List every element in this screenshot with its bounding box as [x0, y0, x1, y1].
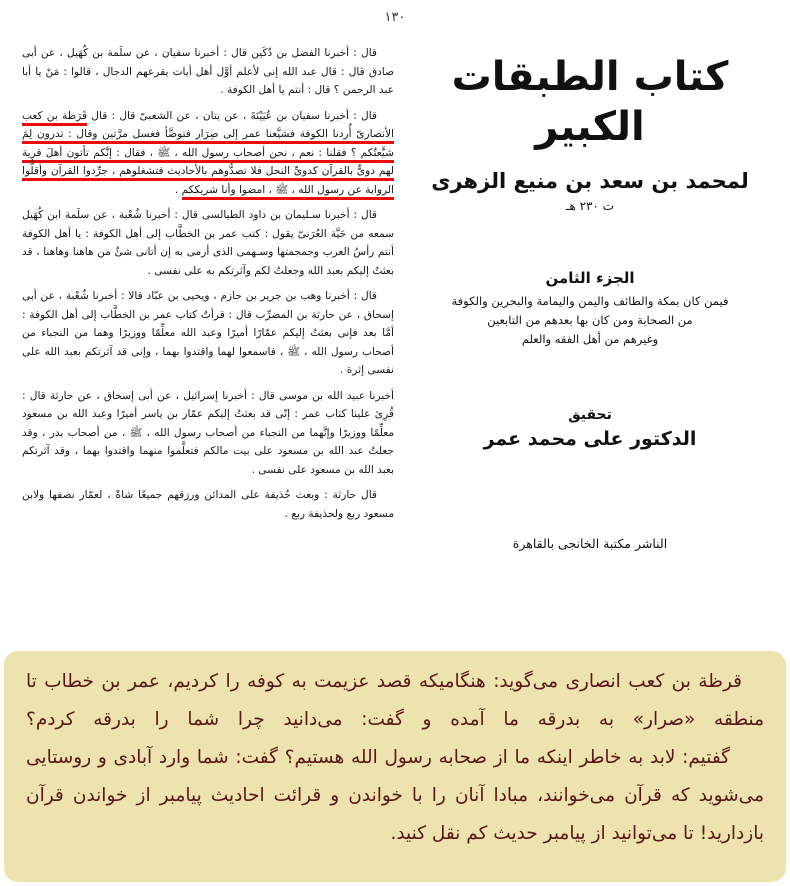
arabic-paragraph-text: قال : أخبرنا سـليمان بن داود الطيالسى قال : أخبرنا شُعْبة ، عن سلَمة ابن كُهَيل سمعه من حَيَّة العُرَنىّ يقول : كتب عمر بن الخطَّاب إلى أهل الكوفة : يا أهل الكوفة أنتم رأسُ العرب وجمجمتها وسـهمى الذى أرمى به إن أتانى شئٌ من هاهنا وهاهنا ، قد بعثتُ إليكم بعبد الله وجعلتُ لكم وآثرتكم به على نفسى . — [22, 209, 394, 277]
arabic-paragraph — [22, 486, 394, 523]
editor-name: الدكتور على محمد عمر — [483, 428, 697, 451]
persian-translation-callout — [4, 651, 786, 882]
arabic-paragraph-lead: قال : أخبرنا سفيان بن عُيَيْنَةَ ، عن يتان ، عن الشعبىّ قال : قال — [87, 109, 377, 122]
arabic-paragraph-text: قال حارثة : وبعث حُذيفة على المدائن ورزقهم جميعًا شاةً ، لعمّار نصفها ولابن مسعود ربع ولحذيفة ربع . — [22, 489, 394, 520]
folio-number: ١٣٠ — [384, 10, 406, 25]
arabic-paragraph-text: قال : أخبرنا الفضل بن دُكَين قال : أخبرنا سفيان ، عن سلَمة بن كُهَيل ، عن أبى صادق قال : قال عبد الله إنى لأعلم أوَّل أهل أيات يقرعهم الدجال ، قالوا : مَنْ يا أبا عبد الرحمن ؟ قال : أنتم يا أهل الكوفة . — [22, 47, 394, 96]
book-author: لمحمد بن سعد بن منيع الزهرى — [431, 169, 749, 193]
book-title-block — [400, 52, 780, 551]
arabic-paragraph-text: أخبرنا عبيد الله بن موسى قال : أخبرنا إسرائيل ، عن أبى إسحاق ، عن حارثة قال : قُرِئ علينا كتاب عمر : إنّى قد بعثتُ إليكم عمّار بن ياسر أميرًا وعبد الله بن مسعود معلِّمًا ووزيرًا وإنَّهما من النجباء من أصحاب رسول الله ، ﷺ ، من أصحاب بدر ، وقد جعلتُ عبد الله بن مسعود على بيت مالكم فتعلَّموا منهما واقتدوا بهما ، وقد آثرتكم بعبد الله بن مسعود على نفسى . — [22, 389, 394, 476]
arabic-text-column — [22, 44, 394, 530]
volume-label: الجزء الثامن — [545, 269, 635, 288]
publisher-line: الناشر مكتبة الخانجى بالقاهرة — [512, 536, 668, 552]
translation-paragraph: گفتيم: لابد به خاطر اينکه ما از صحابه رسول الله هستيم؟ گفت: شما وارد آبادى و روستايى مى‌شويد که قرآن مى‌خوانند، مبادا آنان را با خواندن و قرائت احاديث پيامبر از خواندن قرآن بازداريد! تا مى‌توانيد از پيامبر حديث کم نقل کنيد. — [26, 747, 764, 844]
arabic-paragraph — [22, 387, 394, 480]
volume-description-line: وغيرهم من أهل الفقه والعلم — [521, 332, 659, 347]
book-title: كتاب الطبقات الكبير — [451, 54, 729, 150]
volume-description-line: فيمن كان بمكة والطائف واليمن واليمامة والبحرين والكوفة — [451, 294, 729, 309]
red-underlined-passage: قَرَظة بن كعب الأنصارىّ أُردنا الكوفة فشيَّعنا عمر إلى صِرَار فتوضَّأ فغسل مرَّتين وقال : تدرون لِمَ شيَّعتُكم ؟ فقلنا : نعم ، نحن أصحاب رسول الله ، ﷺ ، فقال : إنَّكم تأتون أهلَ قرية لهم دوىٌّ بالقرآن كدوىِّ النحل فلا تصدُّوهم بالأحاديث فتشغلوهم ، جرِّدوا القرآن وأقلُّوا الرواية عن رسول الله ، ﷺ ، امضوا وأنا شريككم — [22, 110, 394, 200]
arabic-paragraph-tail: . — [174, 183, 182, 196]
arabic-paragraph-text: قال : أخبرنا وهب بن جرير بن حازم ، ويحيى بن عبّاد قالا : أخبرنا شُعْبة ، عن أبى إسحاق ، عن حارثة بن المضرِّب قال : قرأتُ كتاب عمر بن الخطَّاب إلى أهل الكوفة : أمَّا بعد فإنى بعثتُ إليكم عمّارًا أميرًا وعبد الله معلِّمًا ووزيرًا وهما من النجباء من أصحاب رسول الله ، ﷺ ، فاسمعوا لهما واقتدوا بهما ، وإنى قد آثرتكم بعبد الله على نفسى إثرة . — [22, 290, 394, 376]
arabic-paragraph-highlighted — [22, 107, 394, 200]
arabic-paragraph — [22, 206, 394, 280]
author-death-year: ت ٢٣٠ هـ — [565, 199, 615, 214]
editor-label: تحقيق — [568, 407, 612, 424]
arabic-paragraph — [22, 287, 394, 380]
translation-paragraph: قرظة بن کعب انصارى مى‌گويد: هنگاميکه قصد عزيمت به کوفه را کرديم، عمر بن خطاب تا منطقه «صرار» به بدرقه ما آمده و گفت: مى‌دانيد چرا شما را بدرقه کردم؟ — [26, 671, 764, 730]
volume-description-line: من الصحابة ومن كان بها بعدهم من التابعين — [487, 313, 693, 328]
arabic-paragraph — [22, 44, 394, 100]
volume-description — [400, 292, 780, 349]
